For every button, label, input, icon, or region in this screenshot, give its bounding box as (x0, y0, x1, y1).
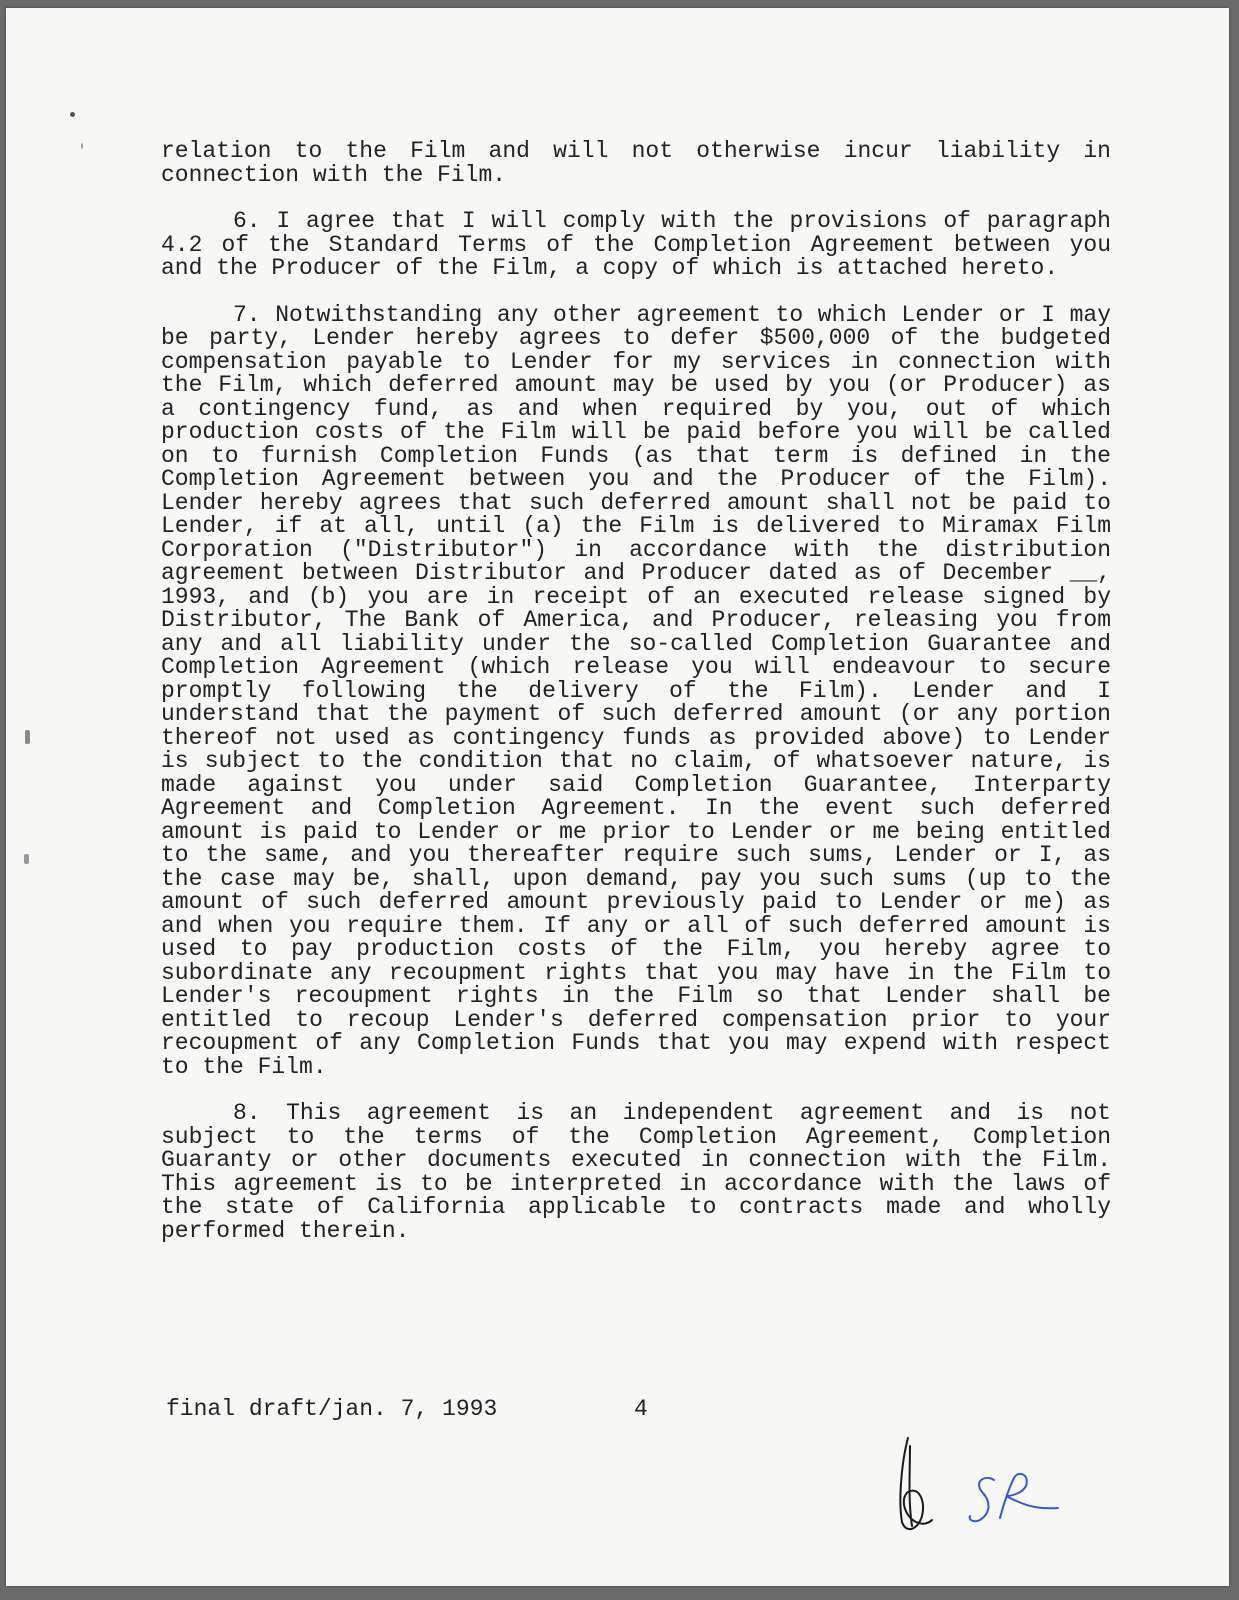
paper-speck (81, 143, 83, 149)
handwritten-initials (896, 1430, 1096, 1540)
initial-signature-black (900, 1438, 932, 1529)
paragraph-7: 7. Notwithstanding any other agreement to which Lender or I may be party, Lender hereby agrees to defer $500,000 of the budgeted compensation payable to Lender for my services in connection with the Film, which deferred amount may be used by you (or Producer) as a contingency fund, as and when required by you, out of which production costs of the Film will be paid before you will be called on to furnish Completion Funds (as that term is defined in the Completion Agreement between you and the Producer of the Film). Lender hereby agrees that such deferred amount shall not be paid to Lender, if at all, until (a) the Film is delivered to Miramax Film Corporation ("Distributor") in accordance with the distribution agreement between Distributor and Producer dated as of December __, 1993, and (b) you are in receipt of an executed release signed by Distributor, The Bank of America, and Producer, releasing you from any and all liability under the so-called Completion Guarantee and Completion Agreement (which release you will endeavour to secure promptly following the delivery of the Film). Lender and I understand that the payment of such deferred amount (or any portion thereof not used as contingency funds as provided above) to Lender is subject to the condition that no claim, of whatsoever nature, is made against you under said Completion Guarantee, Interparty Agreement and Completion Agreement. In the event such deferred amount is paid to Lender or me prior to Lender or me being entitled to the same, and you thereafter require such sums, Lender or I, as the case may be, shall, upon demand, pay you such sums (up to the amount of such deferred amount previously paid to Lender or me) as and when you require them. If any or all of such deferred amount is used to pay production costs of the Film, you hereby agree to subordinate any recoupment rights that you may have in the Film to Lender's recoupment rights in the Film so that Lender shall be entitled to recoup Lender's deferred compensation prior to your recoupment of any Completion Funds that you may expend with respect to the Film. (161, 301, 1111, 1080)
document-body (161, 140, 1111, 1266)
paragraph-5-continued: relation to the Film and will not otherwise incur liability in connection with the Film. (161, 138, 1111, 188)
document-page (6, 8, 1229, 1586)
paper-speck (25, 730, 30, 744)
paragraph-8: 8. This agreement is an independent agreement and is not subject to the terms of the Completion Agreement, Completion Guaranty or other documents executed in connection with the Film. This agreement is to be interpreted in accordance with the laws of the state of California applicable to contracts made and wholly performed therein. (161, 1100, 1111, 1244)
paper-speck (24, 854, 29, 864)
initials-sr-blue (970, 1474, 1058, 1521)
draft-label: final draft/jan. 7, 1993 (166, 1396, 498, 1422)
page-number: 4 (634, 1396, 648, 1422)
paragraph-6: 6. I agree that I will comply with the provisions of paragraph 4.2 of the Standard Terms of the Completion Agreement between you and the Producer of the Film, a copy of which is attached hereto. (161, 208, 1111, 281)
paper-speck (70, 112, 75, 117)
